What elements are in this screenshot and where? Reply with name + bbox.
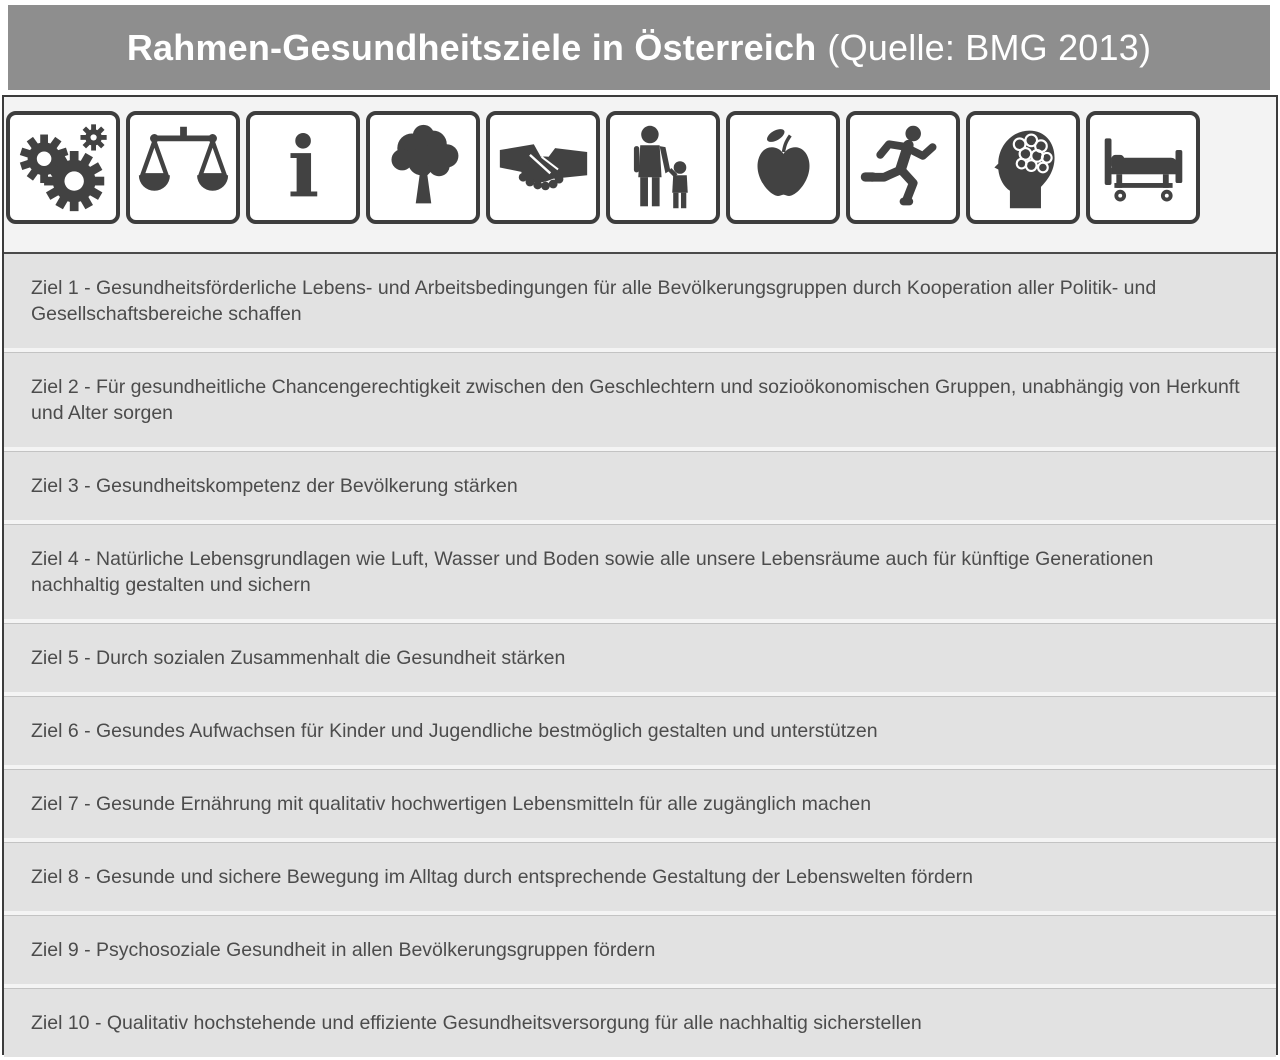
- goal-row-6: [4, 696, 1276, 765]
- goal-row-4: [4, 524, 1276, 619]
- goal-7-text: Ziel 7 - Gesunde Ernährung mit qualitativ hochwertigen Lebensmitteln für alle zugänglich machen: [31, 793, 872, 815]
- goal-row-5: [4, 623, 1276, 692]
- hospital-bed-icon: [1094, 119, 1193, 216]
- goal-7-icon-tile: [726, 111, 840, 224]
- page-title: Rahmen-Gesundheitsziele in Österreich: [126, 26, 817, 68]
- adult-child-icon: [614, 119, 713, 216]
- handshake-icon: [494, 119, 593, 216]
- goal-3-icon-tile: [246, 111, 360, 224]
- goal-2-text: Ziel 2 - Für gesundheitliche Chancengerechtigkeit zwischen den Geschlechtern und sozioökonomischen Gruppen, unabhängig von Herkunft und Alter sorgen: [31, 376, 1240, 424]
- goal-8-icon-tile: [846, 111, 960, 224]
- goal-9-text: Ziel 9 - Psychosoziale Gesundheit in allen Bevölkerungsgruppen fördern: [31, 939, 656, 961]
- tree-icon: [374, 119, 473, 216]
- goal-3-text: Ziel 3 - Gesundheitskompetenz der Bevölkerung stärken: [31, 475, 518, 497]
- goal-row-1: [4, 254, 1276, 348]
- head-brain-icon: [974, 119, 1073, 216]
- goal-4-text: Ziel 4 - Natürliche Lebensgrundlagen wie Luft, Wasser und Boden sowie alle unsere Lebensräume auch für künftige Generationen nachhaltig gestalten und sichern: [31, 548, 1154, 596]
- icon-strip: [4, 97, 1276, 254]
- page-title-source: (Quelle: BMG 2013): [827, 26, 1152, 68]
- goal-row-7: [4, 769, 1276, 838]
- goal-1-text: Ziel 1 - Gesundheitsförderliche Lebens- und Arbeitsbedingungen für alle Bevölkerungsgruppen durch Kooperation aller Politik- und Gesellschaftsbereiche schaffen: [31, 277, 1157, 325]
- running-person-icon: [854, 119, 953, 216]
- goal-5-icon-tile: [486, 111, 600, 224]
- content-frame: [2, 95, 1278, 1055]
- goal-9-icon-tile: [966, 111, 1080, 224]
- goal-10-icon-tile: [1086, 111, 1200, 224]
- goal-row-8: [4, 842, 1276, 911]
- goal-row-9: [4, 915, 1276, 984]
- goal-6-text: Ziel 6 - Gesundes Aufwachsen für Kinder und Jugendliche bestmöglich gestalten und unterstützen: [31, 720, 878, 742]
- svg-text:i: i: [287, 119, 319, 216]
- goal-row-10: [4, 988, 1276, 1057]
- info-icon: [254, 119, 353, 216]
- goal-1-icon-tile: [6, 111, 120, 224]
- gears-icon: [14, 119, 113, 216]
- goal-8-text: Ziel 8 - Gesunde und sichere Bewegung im Alltag durch entsprechende Gestaltung der Lebenswelten fördern: [31, 866, 973, 888]
- goal-5-text: Ziel 5 - Durch sozialen Zusammenhalt die Gesundheit stärken: [31, 647, 566, 669]
- page-title-bar: [8, 5, 1270, 90]
- apple-icon: [734, 119, 833, 216]
- goal-10-text: Ziel 10 - Qualitativ hochstehende und effiziente Gesundheitsversorgung für alle nachhaltig sicherstellen: [31, 1012, 922, 1034]
- goal-2-icon-tile: [126, 111, 240, 224]
- goal-4-icon-tile: [366, 111, 480, 224]
- goal-6-icon-tile: [606, 111, 720, 224]
- goal-row-2: [4, 352, 1276, 447]
- scales-icon: [134, 119, 233, 216]
- goals-list: [4, 254, 1276, 1057]
- goal-row-3: [4, 451, 1276, 520]
